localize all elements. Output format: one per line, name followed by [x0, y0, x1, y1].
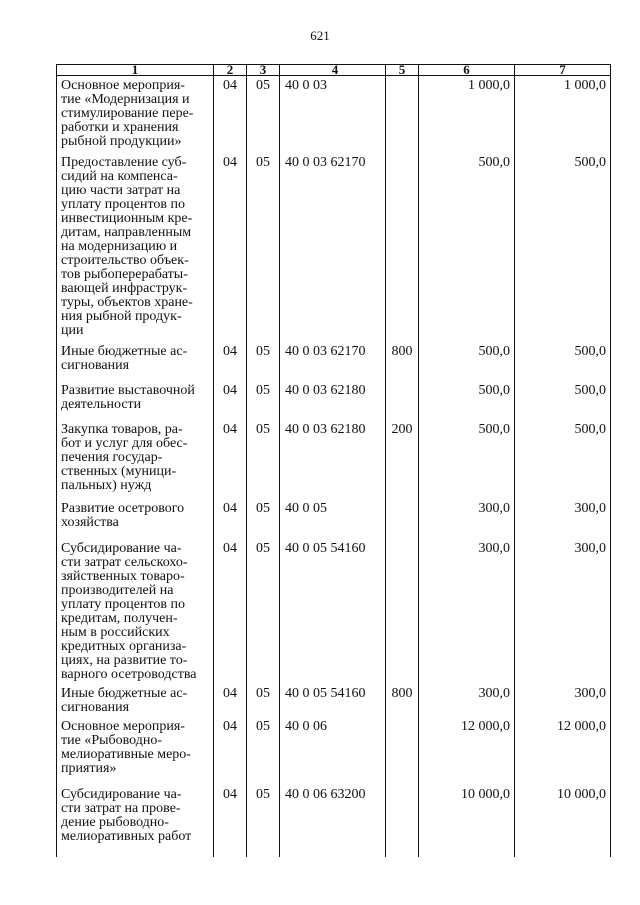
row-col-3: 05	[247, 717, 280, 785]
row-col-3: 05	[247, 153, 280, 342]
header-row	[57, 65, 611, 76]
table-row	[57, 539, 611, 684]
row-name: Основное мероприя- тие «Модернизация и стимулирование пере- работки и хранения рыбной продукции»	[57, 76, 214, 153]
row-col-6: 300,0	[419, 684, 515, 717]
row-col-4: 40 0 05 54160	[280, 539, 386, 684]
row-col-4: 40 0 05 54160	[280, 684, 386, 717]
row-name: Развитие осетрового хозяйства	[57, 499, 214, 539]
row-col-4: 40 0 03 62170	[280, 342, 386, 381]
row-col-7: 300,0	[515, 539, 611, 684]
row-col-3: 05	[247, 684, 280, 717]
row-col-6: 12 000,0	[419, 717, 515, 785]
row-col-2: 04	[214, 717, 247, 785]
row-col-2: 04	[214, 539, 247, 684]
row-col-5	[386, 539, 419, 684]
row-col-4: 40 0 03 62180	[280, 381, 386, 420]
row-col-5	[386, 785, 419, 857]
row-col-5: 200	[386, 420, 419, 499]
row-col-5	[386, 153, 419, 342]
row-name: Субсидирование ча- сти затрат на прове- дение рыбоводно- мелиоративных работ	[57, 785, 214, 857]
table-row	[57, 499, 611, 539]
row-col-2: 04	[214, 342, 247, 381]
row-col-3: 05	[247, 499, 280, 539]
table-row	[57, 785, 611, 857]
row-col-6: 300,0	[419, 539, 515, 684]
budget-table	[56, 64, 611, 857]
row-col-4: 40 0 03 62170	[280, 153, 386, 342]
row-col-3: 05	[247, 539, 280, 684]
row-col-4: 40 0 06	[280, 717, 386, 785]
row-col-5: 800	[386, 342, 419, 381]
table-row	[57, 420, 611, 499]
page-number: 621	[310, 28, 330, 43]
row-name: Иные бюджетные ас- сигнования	[57, 684, 214, 717]
header-col-6: 6	[419, 65, 515, 76]
row-col-3: 05	[247, 76, 280, 153]
row-name: Субсидирование ча- сти затрат сельскохо- зяйственных товаро- производителей на уплату процентов по кредитам, получен- ным в российских кредитных организа- циях, на развитие то- варного осетроводства	[57, 539, 214, 684]
row-col-3: 05	[247, 342, 280, 381]
table-row	[57, 381, 611, 420]
header-col-3: 3	[247, 65, 280, 76]
row-col-7: 500,0	[515, 381, 611, 420]
row-col-2: 04	[214, 381, 247, 420]
row-name: Закупка товаров, ра- бот и услуг для обес- печения государ- ственных (муници- пальных) нужд	[57, 420, 214, 499]
table-row	[57, 684, 611, 717]
row-col-5: 800	[386, 684, 419, 717]
row-col-2: 04	[214, 684, 247, 717]
header-col-2: 2	[214, 65, 247, 76]
header-col-5: 5	[386, 65, 419, 76]
table-row	[57, 76, 611, 153]
header-col-1: 1	[57, 65, 214, 76]
row-col-4: 40 0 06 63200	[280, 785, 386, 857]
row-col-2: 04	[214, 153, 247, 342]
row-col-2: 04	[214, 499, 247, 539]
row-name: Предоставление суб- сидий на компенса- цию части затрат на уплату процентов по инвестиционным кре- дитам, направленным на модернизацию и строительство объек- тов рыбоперерабаты- вающей инфраструк- туры, объектов хране- ния рыбной продук- ции	[57, 153, 214, 342]
row-name: Развитие выставочной деятельности	[57, 381, 214, 420]
row-col-7: 500,0	[515, 342, 611, 381]
header-col-4: 4	[280, 65, 386, 76]
row-col-2: 04	[214, 76, 247, 153]
table-row	[57, 153, 611, 342]
row-col-4: 40 0 03 62180	[280, 420, 386, 499]
table-row	[57, 342, 611, 381]
row-col-2: 04	[214, 420, 247, 499]
row-col-7: 500,0	[515, 153, 611, 342]
row-col-6: 500,0	[419, 153, 515, 342]
row-col-6: 300,0	[419, 499, 515, 539]
header-col-7: 7	[515, 65, 611, 76]
row-name: Иные бюджетные ас- сигнования	[57, 342, 214, 381]
row-col-6: 500,0	[419, 420, 515, 499]
row-col-7: 300,0	[515, 684, 611, 717]
row-col-3: 05	[247, 785, 280, 857]
row-col-5	[386, 499, 419, 539]
row-col-7: 500,0	[515, 420, 611, 499]
row-col-6: 1 000,0	[419, 76, 515, 153]
row-col-7: 10 000,0	[515, 785, 611, 857]
row-col-4: 40 0 03	[280, 76, 386, 153]
row-col-7: 1 000,0	[515, 76, 611, 153]
row-col-6: 500,0	[419, 342, 515, 381]
row-col-7: 12 000,0	[515, 717, 611, 785]
row-col-7: 300,0	[515, 499, 611, 539]
row-col-5	[386, 76, 419, 153]
row-col-4: 40 0 05	[280, 499, 386, 539]
row-col-2: 04	[214, 785, 247, 857]
row-col-3: 05	[247, 381, 280, 420]
row-col-5	[386, 381, 419, 420]
row-col-3: 05	[247, 420, 280, 499]
table-row	[57, 717, 611, 785]
row-col-5	[386, 717, 419, 785]
row-col-6: 500,0	[419, 381, 515, 420]
row-col-6: 10 000,0	[419, 785, 515, 857]
row-name: Основное мероприя- тие «Рыбоводно- мелиоративные меро- приятия»	[57, 717, 214, 785]
